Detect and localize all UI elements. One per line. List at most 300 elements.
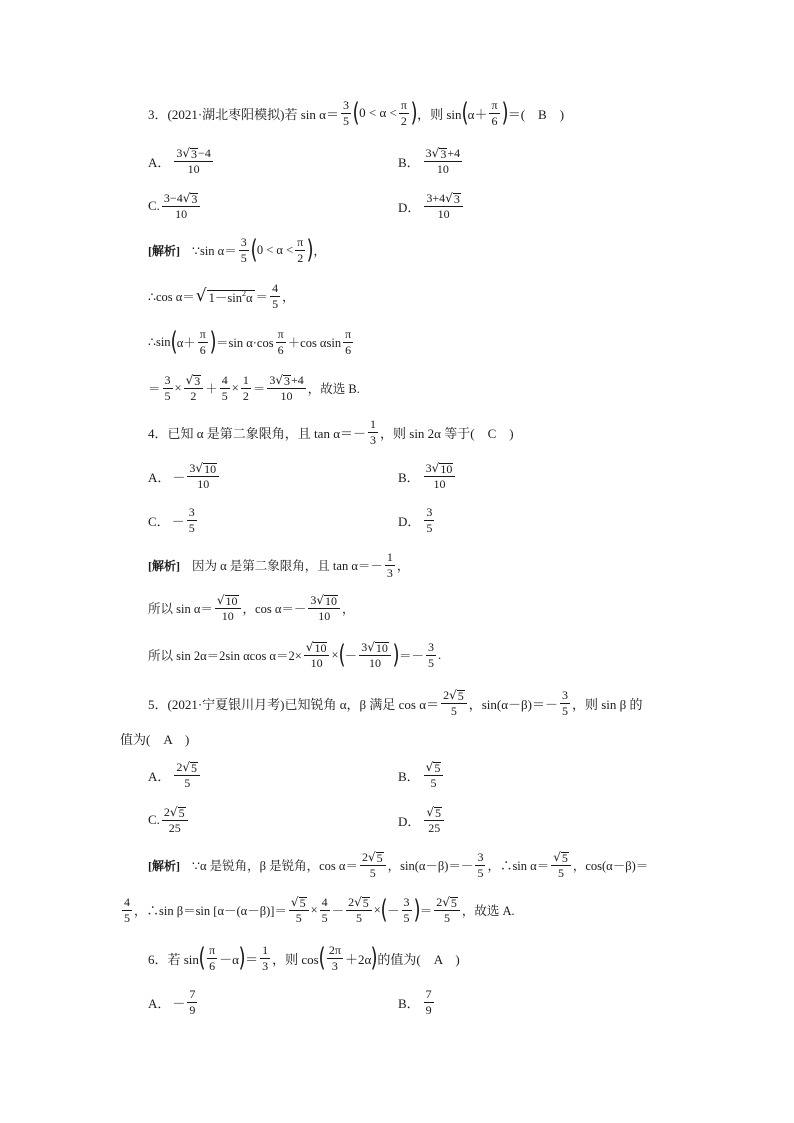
fraction bbox=[475, 851, 485, 880]
left-paren: ( bbox=[198, 943, 206, 973]
text: × bbox=[231, 380, 239, 395]
denominator: 10 bbox=[436, 161, 449, 176]
option-label: C. bbox=[148, 812, 160, 827]
text: 3 bbox=[310, 592, 317, 607]
numerator bbox=[215, 594, 241, 609]
fraction bbox=[399, 99, 409, 128]
numerator: π bbox=[209, 942, 216, 957]
denominator: 5 bbox=[355, 910, 362, 925]
denominator: 10 bbox=[221, 608, 234, 623]
option-label: C. bbox=[148, 198, 160, 213]
text: α bbox=[245, 290, 253, 305]
numerator bbox=[424, 761, 444, 776]
text: 5．(2021·宁夏银川月考)已知锐角 α，β 满足 cos α＝ bbox=[148, 696, 440, 712]
denominator: 10 bbox=[437, 206, 450, 221]
text: ，则 sin bbox=[417, 106, 462, 122]
text: ∴cos α＝ bbox=[148, 290, 195, 304]
text: −4 bbox=[198, 145, 211, 160]
denominator: 10 bbox=[318, 608, 331, 623]
denominator: 5 bbox=[561, 703, 568, 718]
radical-sign: √ bbox=[169, 804, 178, 819]
fraction bbox=[184, 374, 204, 403]
text: 3 bbox=[189, 460, 196, 475]
radical-sign: √ bbox=[305, 639, 314, 654]
text: ，故选 B. bbox=[307, 382, 360, 396]
denominator: 5 bbox=[295, 910, 302, 925]
fraction bbox=[162, 192, 200, 221]
text: 1－sin bbox=[208, 290, 242, 305]
text: 0 < α < bbox=[359, 105, 397, 120]
text: ＝ bbox=[148, 382, 161, 396]
text: ，sin(α－β)＝－ bbox=[387, 859, 474, 873]
numerator: π bbox=[297, 234, 304, 249]
denominator: 9 bbox=[425, 1002, 432, 1017]
right-paren: ) bbox=[410, 98, 418, 128]
numerator bbox=[441, 689, 467, 704]
text: × bbox=[373, 902, 381, 917]
text: ＋ bbox=[205, 382, 218, 396]
radicand: 3 bbox=[440, 146, 447, 161]
q6-stem bbox=[148, 942, 460, 974]
text: 4．已知 α 是第二象限角，且 tan α＝－ bbox=[148, 425, 367, 441]
square-root bbox=[196, 287, 255, 306]
numerator bbox=[424, 462, 456, 477]
fraction bbox=[239, 236, 249, 265]
numerator bbox=[424, 806, 444, 821]
numerator: 3 bbox=[188, 504, 195, 519]
fraction bbox=[241, 374, 251, 403]
denominator: 5 bbox=[477, 865, 484, 880]
option-label: B． bbox=[398, 768, 420, 784]
text: ，cos(α－β)＝ bbox=[572, 859, 649, 873]
numerator bbox=[162, 192, 200, 207]
radical-sign: √ bbox=[553, 849, 561, 864]
option-label: B． bbox=[398, 154, 420, 170]
radical-sign: √ bbox=[185, 372, 194, 387]
option-label: D． bbox=[398, 813, 421, 829]
left-paren: ( bbox=[338, 640, 346, 670]
text: － bbox=[344, 649, 358, 663]
denominator: 5 bbox=[558, 865, 565, 880]
text: ＝ bbox=[252, 382, 266, 396]
radical-sign: √ bbox=[367, 639, 375, 654]
q3-stem bbox=[148, 97, 564, 129]
right-paren: ) bbox=[501, 98, 509, 128]
fraction bbox=[198, 328, 208, 357]
text: ，故选 A. bbox=[461, 904, 515, 918]
radicand: 5 bbox=[457, 688, 464, 703]
fraction bbox=[424, 192, 462, 221]
fraction bbox=[122, 896, 132, 925]
text: ，则 cos bbox=[272, 951, 319, 967]
q5-option-c bbox=[148, 804, 190, 836]
radicand: 3 bbox=[194, 373, 201, 388]
right-paren: ) bbox=[392, 640, 400, 670]
text: 3 bbox=[361, 639, 368, 654]
fraction bbox=[434, 896, 460, 925]
fraction bbox=[220, 374, 230, 403]
q3-solution-line-3 bbox=[148, 326, 355, 358]
text: 3．(2021·湖北枣阳模拟)若 sin α＝ bbox=[148, 106, 339, 122]
option-label: C． bbox=[148, 513, 170, 529]
radicand: 10 bbox=[204, 461, 217, 476]
fraction bbox=[215, 594, 241, 623]
text: － bbox=[171, 513, 185, 529]
numerator: 1 bbox=[262, 942, 269, 957]
text: ∵α 是锐角，β 是锐角，cos α＝ bbox=[192, 859, 358, 873]
radical-sign: √ bbox=[216, 592, 225, 607]
fraction bbox=[346, 896, 372, 925]
text: 3 bbox=[425, 460, 432, 475]
text: 3+4 bbox=[426, 190, 446, 205]
text: 6．若 sin bbox=[148, 951, 199, 967]
denominator: 3 bbox=[262, 958, 269, 973]
numerator: 3 bbox=[342, 97, 349, 112]
radical-sign: √ bbox=[431, 460, 440, 475]
numerator: π bbox=[400, 97, 407, 112]
fraction bbox=[187, 506, 197, 535]
numerator: 3 bbox=[561, 687, 568, 702]
radicand: 10 bbox=[325, 593, 338, 608]
text: ＝( B ) bbox=[507, 106, 565, 122]
q3-solution-line-4 bbox=[148, 372, 360, 404]
text: － bbox=[172, 995, 186, 1011]
option-label: B． bbox=[398, 995, 420, 1011]
text: － bbox=[331, 904, 345, 918]
denominator: 5 bbox=[426, 520, 433, 535]
q5-option-d bbox=[398, 804, 446, 836]
denominator: 2 bbox=[297, 250, 304, 265]
left-paren: ( bbox=[461, 98, 469, 128]
option-label: B． bbox=[398, 469, 420, 485]
fraction bbox=[426, 641, 436, 670]
numerator bbox=[187, 462, 219, 477]
radical-sign: √ bbox=[354, 894, 362, 909]
fraction bbox=[424, 462, 456, 491]
q3-option-a bbox=[148, 145, 215, 177]
radical-sign: √ bbox=[316, 592, 325, 607]
text: 3 bbox=[425, 145, 432, 160]
q5-solution-line-2 bbox=[120, 894, 515, 926]
numerator bbox=[434, 896, 460, 911]
numerator: 3 bbox=[164, 372, 171, 387]
text: ，∴sin α＝ bbox=[487, 859, 550, 873]
radicand: 5 bbox=[178, 805, 185, 820]
q4-solution-line-2 bbox=[148, 592, 355, 624]
right-paren: ) bbox=[209, 327, 217, 357]
radicand: 10 bbox=[225, 593, 238, 608]
solution-label: [解析] bbox=[148, 858, 180, 873]
numerator bbox=[308, 594, 340, 609]
fraction bbox=[341, 99, 351, 128]
denominator: 10 bbox=[187, 161, 200, 176]
text: +4 bbox=[447, 145, 461, 160]
option-label: D． bbox=[398, 513, 421, 529]
text: 因为 α 是第二象限角，且 tan α＝－ bbox=[192, 559, 383, 573]
fraction bbox=[308, 594, 340, 623]
radicand: 5 bbox=[376, 850, 383, 865]
numerator: π bbox=[345, 326, 352, 341]
denominator: 5 bbox=[272, 296, 279, 311]
text: ， bbox=[282, 290, 295, 304]
fraction bbox=[424, 147, 462, 176]
numerator: 4 bbox=[124, 894, 130, 909]
text: 2 bbox=[176, 759, 183, 774]
right-paren: ) bbox=[238, 943, 246, 973]
left-paren: ( bbox=[380, 895, 388, 925]
text: ，sin(α－β)＝－ bbox=[468, 696, 558, 712]
fraction bbox=[187, 988, 197, 1017]
q5-option-a bbox=[148, 759, 202, 791]
radical-sign: √ bbox=[182, 190, 191, 205]
denominator: 10 bbox=[175, 206, 188, 221]
text: ＋2α bbox=[344, 951, 372, 967]
q4-stem bbox=[148, 416, 514, 448]
exponent: 2 bbox=[241, 288, 246, 298]
denominator: 2 bbox=[190, 388, 197, 403]
radical-sign: √ bbox=[290, 894, 299, 909]
text: 2 bbox=[436, 894, 443, 909]
radicand: 3 bbox=[453, 191, 460, 206]
text: × bbox=[310, 902, 318, 917]
option-label: D． bbox=[398, 199, 421, 215]
fraction bbox=[560, 689, 570, 718]
fraction bbox=[441, 689, 467, 718]
fraction bbox=[424, 761, 444, 790]
radicand: 10 bbox=[314, 640, 327, 655]
fraction bbox=[162, 806, 188, 835]
numerator bbox=[346, 896, 372, 911]
numerator: 3 bbox=[426, 504, 433, 519]
radicand: 3 bbox=[191, 191, 198, 206]
text: ， bbox=[313, 244, 326, 258]
text: ＋cos αsin bbox=[287, 336, 342, 350]
text: 2 bbox=[348, 894, 355, 909]
q5-stem-line-2 bbox=[120, 722, 189, 754]
text: － bbox=[387, 904, 400, 918]
numerator: 3 bbox=[428, 639, 435, 654]
fraction bbox=[551, 851, 571, 880]
denominator: 10 bbox=[197, 476, 210, 491]
fraction bbox=[289, 896, 309, 925]
text: ，∴sin β＝sin [α－(α－β)]＝ bbox=[134, 904, 287, 918]
denominator: 5 bbox=[164, 388, 171, 403]
fraction bbox=[424, 988, 434, 1017]
denominator: 5 bbox=[221, 388, 228, 403]
fraction bbox=[270, 282, 280, 311]
radicand bbox=[207, 290, 255, 306]
numerator bbox=[551, 851, 571, 866]
radical-sign: √ bbox=[426, 804, 435, 819]
denominator: 10 bbox=[433, 476, 446, 491]
q5-stem-line-1 bbox=[148, 687, 643, 719]
numerator: 7 bbox=[425, 986, 432, 1001]
fraction bbox=[320, 896, 330, 925]
text: 0 < α < bbox=[256, 242, 294, 257]
left-paren: ( bbox=[250, 235, 258, 265]
q4-option-b bbox=[398, 460, 457, 492]
denominator: 3 bbox=[370, 432, 377, 447]
radical-sign: √ bbox=[195, 285, 207, 306]
radicand: 5 bbox=[434, 760, 441, 775]
text: × bbox=[331, 647, 339, 662]
numerator: 3 bbox=[240, 234, 247, 249]
radicand: 3 bbox=[191, 146, 198, 161]
text: 2 bbox=[163, 804, 170, 819]
radical-sign: √ bbox=[431, 145, 440, 160]
denominator: 6 bbox=[491, 113, 498, 128]
denominator: 5 bbox=[240, 250, 247, 265]
numerator bbox=[162, 806, 188, 821]
fraction bbox=[295, 236, 305, 265]
option-label: A． bbox=[148, 154, 171, 170]
radical-sign: √ bbox=[195, 460, 204, 475]
numerator: 1 bbox=[386, 549, 393, 564]
numerator bbox=[174, 147, 212, 162]
denominator: 5 bbox=[321, 910, 328, 925]
right-paren: ) bbox=[370, 943, 378, 973]
numerator: π bbox=[491, 97, 498, 112]
fraction bbox=[368, 418, 378, 447]
radical-sign: √ bbox=[442, 894, 450, 909]
radicand: 5 bbox=[435, 805, 442, 820]
q4-solution-line-1 bbox=[148, 549, 409, 581]
fraction bbox=[424, 806, 444, 835]
text: ＝ bbox=[255, 290, 269, 304]
fraction bbox=[174, 761, 200, 790]
radicand: 3 bbox=[283, 373, 290, 388]
q6-option-a bbox=[148, 986, 199, 1018]
radicand: 5 bbox=[362, 895, 369, 910]
denominator: 5 bbox=[184, 775, 191, 790]
q5-option-b bbox=[398, 759, 445, 791]
text: α＋ bbox=[467, 106, 488, 122]
text: . bbox=[438, 647, 442, 662]
fraction bbox=[360, 851, 386, 880]
fraction bbox=[327, 944, 343, 973]
text: 3 bbox=[176, 145, 183, 160]
denominator: 5 bbox=[444, 910, 451, 925]
text: ＝－ bbox=[399, 649, 425, 663]
q3-option-c bbox=[148, 190, 202, 222]
numerator bbox=[184, 374, 204, 389]
radical-sign: √ bbox=[367, 849, 376, 864]
fraction bbox=[359, 641, 391, 670]
denominator: 5 bbox=[428, 655, 435, 670]
numerator bbox=[267, 374, 305, 389]
fraction bbox=[187, 462, 219, 491]
text: ＝sin α·cos bbox=[215, 336, 274, 350]
numerator: π bbox=[199, 326, 206, 341]
fraction bbox=[343, 328, 353, 357]
option-label: A． bbox=[148, 995, 171, 1011]
denominator: 3 bbox=[386, 565, 393, 580]
radical-sign: √ bbox=[275, 372, 283, 387]
option-label: A． bbox=[148, 469, 171, 485]
denominator: 6 bbox=[199, 342, 206, 357]
q6-option-b bbox=[398, 986, 436, 1018]
denominator: 10 bbox=[280, 388, 293, 403]
text: 值为( A ) bbox=[120, 731, 190, 747]
text: 所以 sin α＝ bbox=[148, 602, 213, 616]
fraction bbox=[424, 506, 434, 535]
denominator: 10 bbox=[310, 655, 323, 670]
denominator: 10 bbox=[369, 655, 382, 670]
radicand: 5 bbox=[299, 895, 306, 910]
left-paren: ( bbox=[170, 327, 178, 357]
radicand: 10 bbox=[375, 640, 388, 655]
numerator bbox=[360, 851, 386, 866]
numerator: 1 bbox=[370, 416, 377, 431]
text: ，则 sin 2α 等于( C ) bbox=[380, 425, 514, 441]
denominator: 25 bbox=[168, 820, 181, 835]
text: ＝ bbox=[419, 904, 433, 918]
numerator: 4 bbox=[221, 372, 228, 387]
text: × bbox=[174, 380, 182, 395]
fraction bbox=[174, 147, 212, 176]
denominator: 3 bbox=[331, 958, 338, 973]
numerator bbox=[304, 641, 330, 656]
denominator: 25 bbox=[428, 820, 441, 835]
text: α＋ bbox=[176, 336, 196, 350]
denominator: 5 bbox=[342, 113, 349, 128]
fraction bbox=[385, 551, 395, 580]
radicand: 5 bbox=[561, 850, 568, 865]
radical-sign: √ bbox=[182, 759, 191, 774]
numerator: 3 bbox=[477, 849, 484, 864]
fraction bbox=[489, 99, 499, 128]
radical-sign: √ bbox=[425, 759, 434, 774]
text: ∴sin bbox=[148, 335, 171, 349]
radicand: 5 bbox=[450, 895, 457, 910]
q4-solution-line-3 bbox=[148, 639, 441, 671]
text: 3 bbox=[269, 372, 276, 387]
text: 2 bbox=[361, 849, 368, 864]
right-paren: ) bbox=[306, 235, 314, 265]
text: ， bbox=[342, 602, 355, 616]
solution-label: [解析] bbox=[148, 243, 180, 258]
text: 所以 sin 2α＝2sin αcos α＝2× bbox=[148, 649, 302, 663]
numerator bbox=[174, 761, 200, 776]
q5-solution-line-1 bbox=[148, 849, 648, 881]
denominator: 2 bbox=[400, 113, 407, 128]
q4-option-a bbox=[148, 460, 221, 492]
q4-option-c bbox=[148, 504, 199, 536]
option-label: A． bbox=[148, 768, 171, 784]
fraction bbox=[276, 328, 286, 357]
denominator: 5 bbox=[403, 910, 410, 925]
denominator: 9 bbox=[189, 1002, 196, 1017]
denominator: 5 bbox=[369, 865, 376, 880]
numerator bbox=[424, 147, 462, 162]
fraction bbox=[207, 944, 217, 973]
numerator bbox=[424, 192, 462, 207]
text: ＝ bbox=[245, 951, 259, 967]
q3-option-d bbox=[398, 190, 465, 222]
radical-sign: √ bbox=[449, 687, 457, 702]
text: +4 bbox=[290, 372, 304, 387]
radical-sign: √ bbox=[445, 190, 453, 205]
left-paren: ( bbox=[318, 943, 326, 973]
numerator bbox=[359, 641, 391, 656]
text: － bbox=[172, 469, 186, 485]
numerator: 4 bbox=[321, 894, 328, 909]
text: 2 bbox=[443, 687, 450, 702]
denominator: 2 bbox=[242, 388, 249, 403]
denominator: 6 bbox=[277, 342, 284, 357]
q3-option-b bbox=[398, 145, 464, 177]
radicand: 10 bbox=[440, 461, 453, 476]
